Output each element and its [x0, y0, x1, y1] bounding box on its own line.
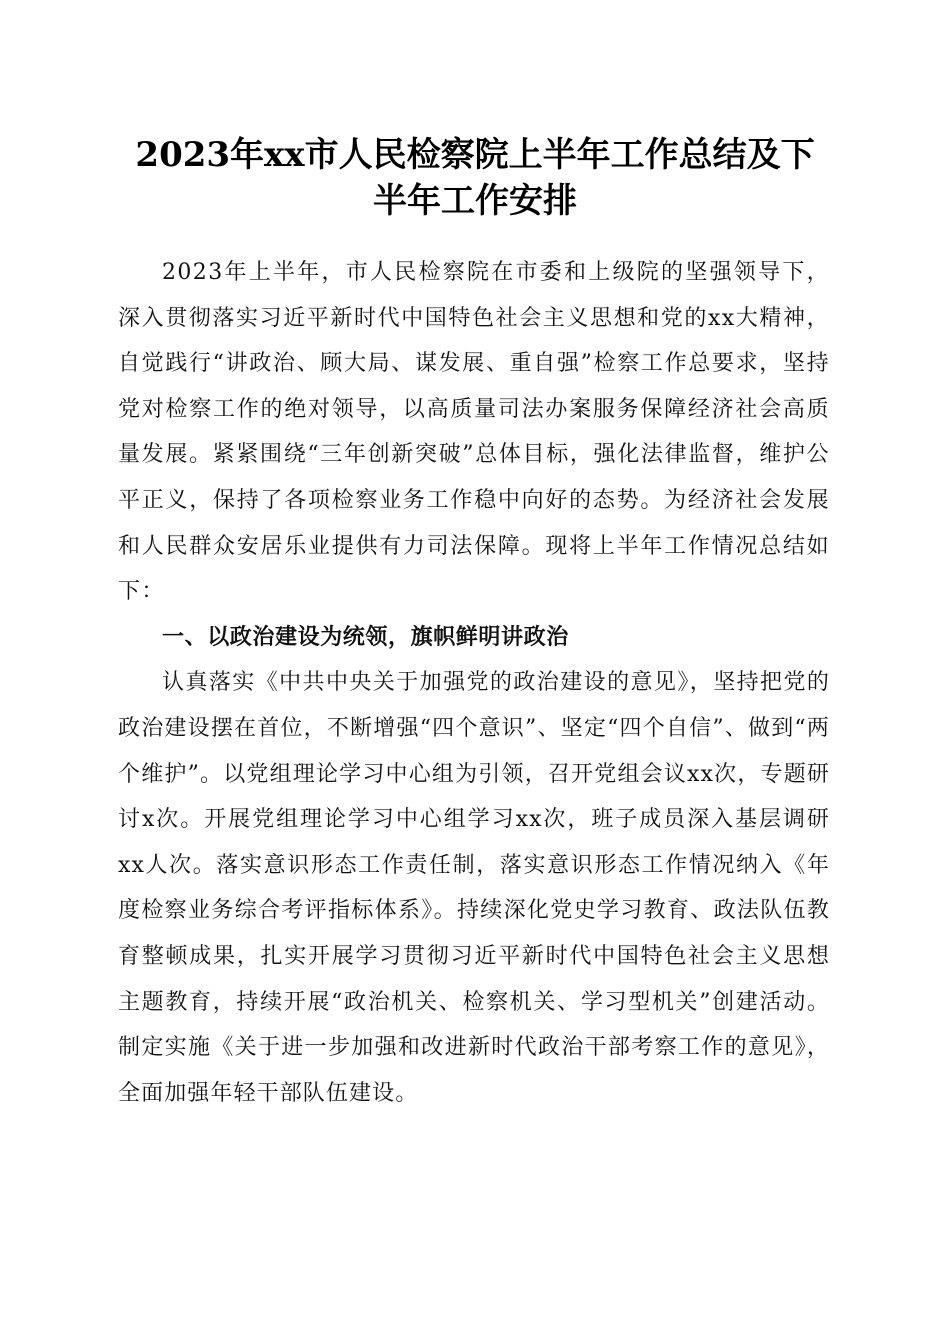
document-title [100, 132, 850, 224]
section-1-heading: 一、以政治建设为统领，旗帜鲜明讲政治 [162, 624, 569, 650]
title-line-1: 2023年xx市人民检察院上半年工作总结及下 [135, 135, 815, 175]
title-line-2: 半年工作安排 [373, 181, 577, 221]
intro-paragraph: 2023年上半年，市人民检察院在市委和上级院的坚强领导下，深入贯彻落实习近平新时代中国特色社会主义思想和党的xx大精神，自觉践行“讲政治、顾大局、谋发展、重自强”检察工作总要求，坚持党对检察工作的绝对领导，以高质量司法办案服务保障经济社会高质量发展。紧紧围绕“三年创新突破”总体目标，强化法律监督，维护公平正义，保持了各项检察业务工作稳中向好的态势。为经济社会发展和人民群众安居乐业提供有力司法保障。现将上半年工作情况总结如下： [118, 260, 830, 605]
section-1-paragraph: 认真落实《中共中央关于加强党的政治建设的意见》，坚持把党的政治建设摆在首位，不断增强“四个意识”、坚定“四个自信”、做到“两个维护”。以党组理论学习中心组为引领，召开党组会议xx次，专题研讨x次。开展党组理论学习中心组学习xx次，班子成员深入基层调研xx人次。落实意识形态工作责任制，落实意识形态工作情况纳入《年度检察业务综合考评指标体系》。持续深化党史学习教育、政法队伍教育整顿成果，扎实开展学习贯彻习近平新时代中国特色社会主义思想主题教育，持续开展“政治机关、检察机关、学习型机关”创建活动。制定实施《关于进一步加强和改进新时代政治干部考察工作的意见》，全面加强年轻干部队伍建设。 [118, 670, 830, 1106]
document-body [118, 250, 830, 1116]
